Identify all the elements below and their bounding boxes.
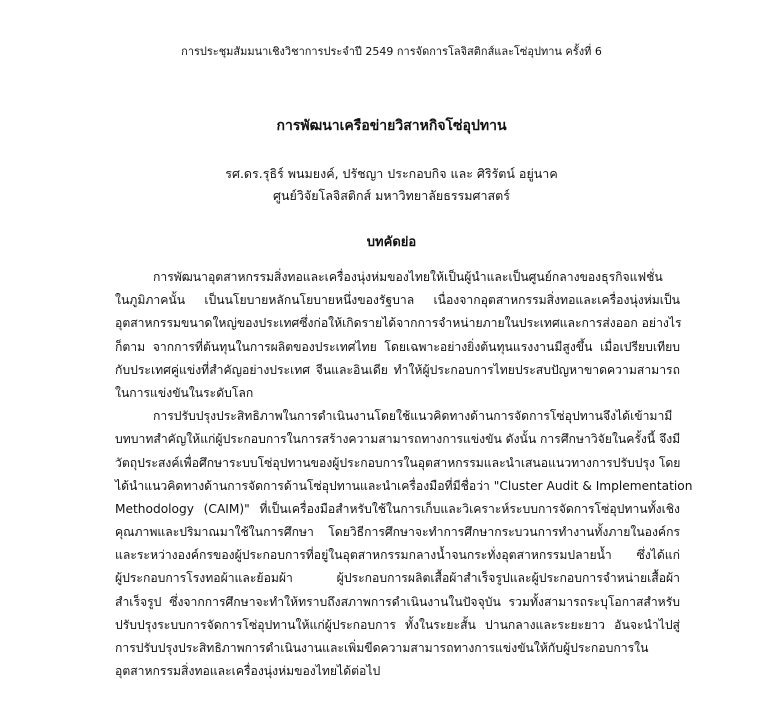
- abstract-line: และระหว่างองค์กรของผู้ประกอบการที่อยู่ในอุตสาหกรรมกลางน้ำจนกระทั่งอุตสาหกรรมปลายน้ำ ซึ่งได้แก่: [115, 548, 680, 563]
- abstract-line: การปรับปรุงประสิทธิภาพในการดำเนินงานโดยใช้แนวคิดทางด้านการจัดการโซ่อุปทานจึงได้เข้ามามี: [153, 409, 673, 424]
- abstract-line: ผู้ประกอบการโรงทอผ้าและย้อมผ้า ผู้ประกอบการผลิตเสื้อผ้าสำเร็จรูปและผู้ประกอบการจำหน่ายเสื้อผ้า: [115, 571, 680, 586]
- abstract-line: Methodology (CAIM)" ที่เป็นเครื่องมือสำหรับใช้ในการเก็บและวิเคราะห์ระบบการจัดการโซ่อุปทานทั้งเชิง: [115, 501, 680, 516]
- abstract-line: การปรับปรุงประสิทธิภาพการดำเนินงานและเพิ่มขีดความสามารถทางการแข่งขันให้กับผู้ประกอบการใน: [115, 641, 649, 655]
- author-affiliation: ศูนย์วิจัยโลจิสติกส์ มหาวิทยาลัยธรรมศาสตร์: [273, 188, 510, 203]
- abstract-line: บทบาทสำคัญให้แก่ผู้ประกอบการในการสร้างความสามารถทางการแข่งขัน ดังนั้น การศึกษาวิจัยในครั้งนี้ จึงมี: [115, 432, 681, 447]
- author-names: รศ.ดร.รุธิร์ พนมยงค์, ปรัชญา ประกอบกิจ และ ศิริรัตน์ อยู่นาค: [225, 166, 558, 181]
- abstract-line: กับประเทศคู่แข่งที่สำคัญอย่างประเทศ จีนและอินเดีย ทำให้ผู้ประกอบการไทยประสบปัญหาขาดความสามารถ: [115, 362, 680, 377]
- abstract-body: [115, 266, 693, 683]
- abstract-line: ได้นำแนวคิดทางด้านการจัดการด้านโซ่อุปทานและนำเครื่องมือที่มีชื่อว่า "Cluster Audit & Implementation: [115, 478, 693, 493]
- abstract-line: สำเร็จรูป ซึ่งจากการศึกษาจะทำให้ทราบถึงสภาพการดำเนินงานในปัจจุบัน รวมทั้งสามารถระบุโอกาสสำหรับ: [115, 594, 680, 609]
- abstract-line: ปรับปรุงระบบการจัดการโซ่อุปทานให้แก่ผู้ประกอบการ ทั้งในระยะสั้น ปานกลางและระยะยาว อันจะนำไปสู่: [115, 617, 680, 632]
- abstract-line: ในการแข่งขันในระดับโลก: [115, 385, 254, 400]
- abstract-line: อุตสาหกรรมสิ่งทอและเครื่องนุ่งห่มของไทยได้ต่อไป: [115, 664, 381, 679]
- abstract-line: วัตถุประสงค์เพื่อศึกษาระบบโซ่อุปทานของผู้ประกอบการในอุตสาหกรรมและนำเสนอแนวทางการปรับปรุง โดย: [115, 455, 681, 470]
- abstract-line: การพัฒนาอุตสาหกรรมสิ่งทอและเครื่องนุ่งห่มของไทยให้เป็นผู้นำและเป็นศูนย์กลางของธุรกิจแฟชั่น: [153, 270, 663, 284]
- abstract-heading: บทคัดย่อ: [366, 235, 417, 250]
- author-block: [0, 163, 783, 207]
- running-header: การประชุมสัมมนาเชิงวิชาการประจำปี 2549 การจัดการโลจิสติกส์และโซ่อุปทาน ครั้งที่ 6: [181, 45, 602, 58]
- abstract-line: คุณภาพและปริมาณมาใช้ในการศึกษา โดยวิธีการศึกษาจะทำการศึกษากระบวนการทำงานทั้งภายในองค์กร: [115, 525, 680, 540]
- abstract-line: อุตสาหกรรมขนาดใหญ่ของประเทศซึ่งก่อให้เกิดรายได้จากการจำหน่ายภายในประเทศและการส่งออก อย่างไร: [115, 316, 682, 331]
- abstract-line: ในภูมิภาคนั้น เป็นนโยบายหลักนโยบายหนึ่งของรัฐบาล เนื่องจากอุตสาหกรรมสิ่งทอและเครื่องนุ่งห่มเป็น: [115, 293, 680, 308]
- abstract-line: ก็ตาม จากการที่ต้นทุนในการผลิตของประเทศไทย โดยเฉพาะอย่างยิ่งต้นทุนแรงงานมีสูงขึ้น เมื่อเปรียบเทียบ: [115, 339, 680, 354]
- paper-title: การพัฒนาเครือข่ายวิสาหกิจโซ่อุปทาน: [276, 118, 507, 134]
